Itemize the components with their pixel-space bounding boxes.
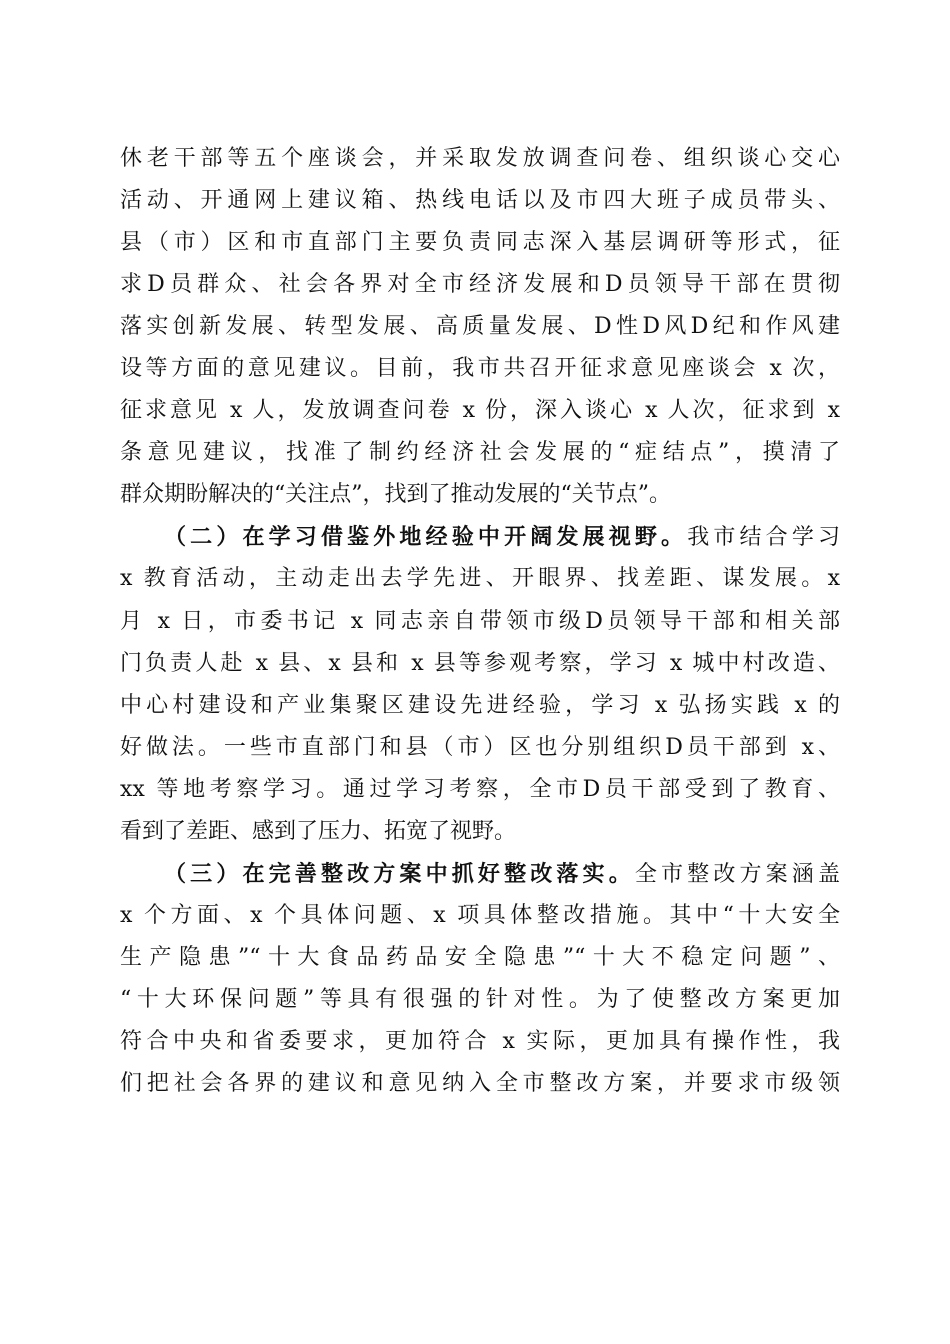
paragraph-line: 设等方面的意见建议。目前，我市共召开征求意见座谈会 x 次， (120, 356, 840, 382)
section-2-first-line-text: 我市结合学习 (687, 525, 840, 551)
section-3-first-line (120, 853, 840, 895)
paragraph-line: 符合中央和省委要求，更加符合 x 实际，更加具有操作性，我 (120, 1028, 840, 1054)
paragraph-line: 看到了差距、感到了压力、拓宽了视野。 (120, 818, 517, 844)
paragraph-line: xx 等地考察学习。通过学习考察，全市D员干部受到了教育、 (120, 776, 840, 802)
paragraph-line: x 教育活动，主动走出去学先进、开眼界、找差距、谋发展。x (120, 566, 840, 592)
section-3-first-line-text: 全市整改方案涵盖 (634, 861, 840, 887)
paragraph-line: 县（市）区和市直部门主要负责同志深入基层调研等形式，征 (120, 230, 840, 256)
paragraph-line: 生产隐患”“十大食品药品安全隐患”“十大不稳定问题”、 (120, 944, 840, 970)
paragraph-line: 群众期盼解决的“关注点”，找到了推动发展的“关节点”。 (120, 482, 671, 508)
paragraph-line: 们把社会各界的建议和意见纳入全市整改方案，并要求市级领 (120, 1071, 840, 1097)
paragraph-line: “十大环保问题”等具有很强的针对性。为了使整改方案更加 (120, 986, 840, 1012)
body-text (120, 138, 840, 1105)
paragraph-line: x 个方面、x 个具体问题、x 项具体整改措施。其中“十大安全 (120, 902, 840, 928)
paragraph-line: 落实创新发展、转型发展、高质量发展、D性D风D纪和作风建 (120, 314, 840, 340)
paragraph-line: 好做法。一些市直部门和县（市）区也分别组织D员干部到 x、 (120, 734, 840, 760)
section-2-first-line (120, 516, 840, 558)
paragraph-line: 休老干部等五个座谈会，并采取发放调查问卷、组织谈心交心 (120, 146, 840, 171)
section-2-heading: （二）在学习借鉴外地经验中开阔发展视野。 (164, 524, 688, 551)
paragraph-line: 征求意见 x 人，发放调查问卷 x 份，深入谈心 x 人次，征求到 x (120, 398, 840, 424)
paragraph-line: 活动、开通网上建议箱、热线电话以及市四大班子成员带头、 (120, 188, 840, 214)
paragraph-line: 条意见建议，找准了制约经济社会发展的“症结点”，摸清了 (120, 440, 840, 466)
paragraph-line: 月 x 日，市委书记 x 同志亲自带领市级D员领导干部和相关部 (120, 608, 840, 634)
paragraph-line: 求D员群众、社会各界对全市经济发展和D员领导干部在贯彻 (120, 272, 840, 298)
paragraph-line: 门负责人赴 x 县、x 县和 x 县等参观考察，学习 x 城中村改造、 (120, 650, 840, 676)
paragraph-line: 中心村建设和产业集聚区建设先进经验，学习 x 弘扬实践 x 的 (120, 692, 840, 718)
section-3-heading: （三）在完善整改方案中抓好整改落实。 (164, 860, 635, 887)
